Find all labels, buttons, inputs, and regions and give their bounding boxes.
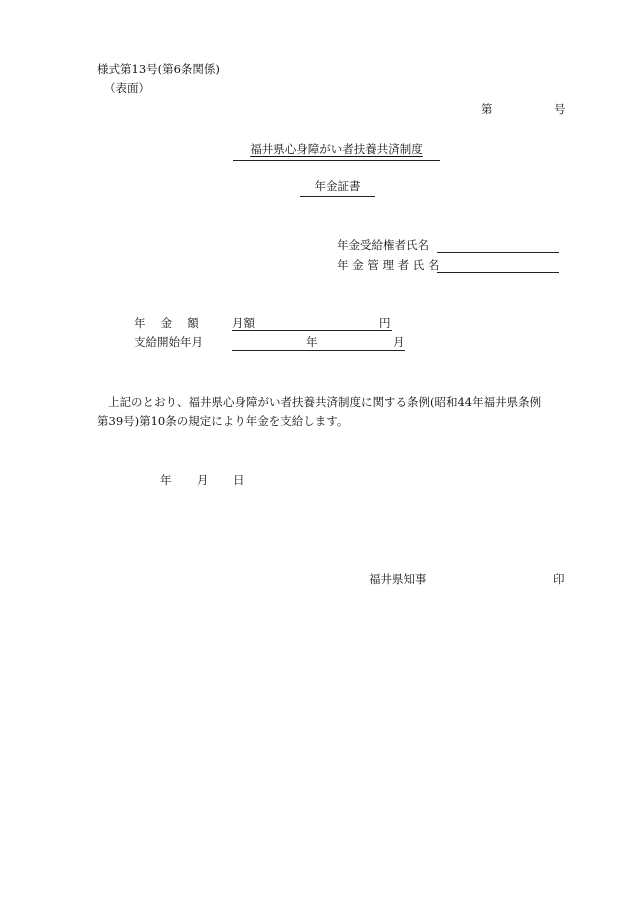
- certificate-title-text: 年金証書: [314, 179, 361, 193]
- manager-label: 年 金 管 理 者 氏 名: [337, 258, 440, 272]
- start-date-line: [232, 350, 405, 351]
- certificate-title-underline: [300, 196, 375, 197]
- form-number: 様式第13号(第6条関係): [97, 62, 220, 76]
- system-title-text: 福井県心身障がい者扶養共済制度: [250, 142, 423, 156]
- body-line-2: 第39号)第10条の規定により年金を支給します。: [97, 414, 349, 428]
- start-month-label: 月: [393, 335, 405, 349]
- number-suffix: 号: [554, 102, 566, 116]
- start-date-label: 支給開始年月: [134, 335, 203, 349]
- form-side-label: （表面）: [104, 81, 150, 95]
- system-title: [233, 144, 440, 156]
- rights-holder-name-line: [437, 252, 559, 253]
- pension-amount-label: 年 金 額: [134, 316, 199, 330]
- monthly-label: 月額: [232, 316, 255, 330]
- date-day-label: 日: [233, 473, 245, 487]
- issuer-name: 福井県知事: [369, 572, 427, 586]
- start-year-label: 年: [306, 335, 318, 349]
- body-line-1: 上記のとおり、福井県心身障がい者扶養共済制度に関する条例(昭和44年福井県条例: [108, 395, 542, 409]
- certificate-title: [300, 181, 375, 193]
- number-prefix: 第: [481, 102, 493, 116]
- date-month-label: 月: [197, 473, 209, 487]
- date-year-label: 年: [160, 473, 172, 487]
- system-title-underline: [233, 160, 440, 161]
- yen-label: 円: [379, 316, 391, 330]
- rights-holder-label: 年金受給権者氏名: [337, 238, 429, 252]
- pension-amount-line: [232, 330, 392, 331]
- manager-name-line: [437, 272, 559, 273]
- seal-mark: 印: [553, 572, 565, 586]
